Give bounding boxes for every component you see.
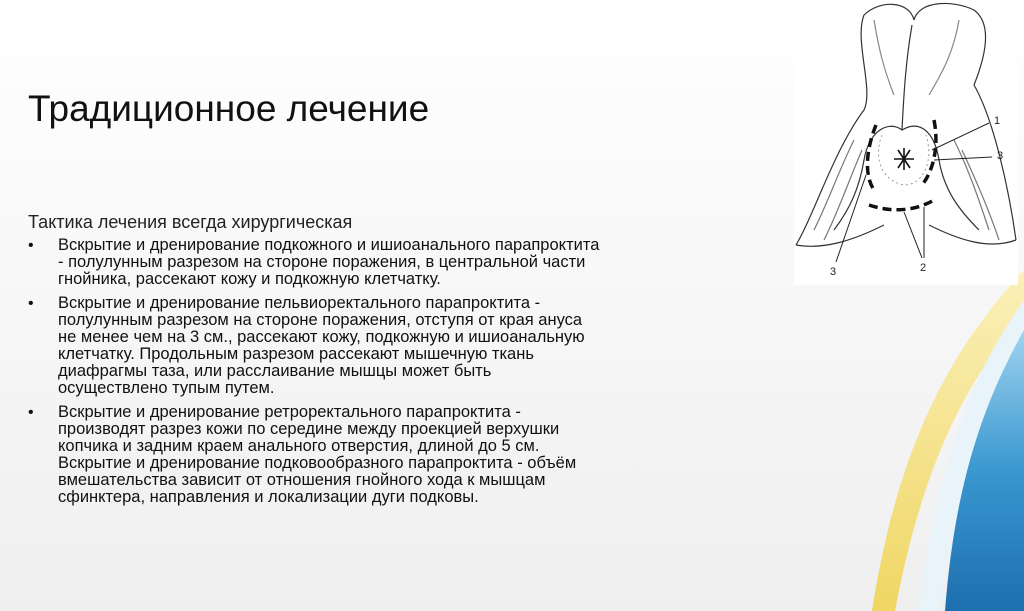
list-item: [28, 237, 603, 288]
bullet-icon: •: [28, 237, 34, 254]
figure-label: 3: [997, 150, 1004, 162]
bullet-icon: •: [28, 404, 34, 421]
bullet-list: [28, 237, 603, 513]
slide-title: Традиционное лечение: [28, 88, 430, 129]
bullet-text: Вскрытие и дренирование ретроректального парапроктита - производят разрез кожи по середине между проекцией верхушки копчика и задним краем анального отверстия, длиной до 5 см.: [58, 403, 560, 455]
anatomy-illustration: [794, 0, 1018, 285]
figure-label: 3: [830, 266, 837, 278]
bullet-icon: •: [28, 295, 34, 312]
slide-subtitle: Тактика лечения всегда хирургическая: [28, 212, 353, 232]
list-item: [28, 295, 603, 397]
list-item: [28, 404, 603, 506]
anus-mark: [894, 148, 914, 170]
figure-label: 2: [920, 262, 927, 274]
bullet-text: Вскрытие и дренирование подкожного и ишиоанального парапроктита - полулунным разрезом на стороне поражения, в центральной части гнойника, рассекают кожу и подкожную клетчатку.: [58, 236, 600, 288]
figure-label: 1: [994, 115, 1001, 127]
perineum-drawing: [794, 0, 1018, 285]
bullet-text: Вскрытие и дренирование подковообразного парапроктита - объём вмешательства зависит от отношения гнойного хода к мышцам сфинктера, направления и локализации дуги подковы.: [58, 454, 577, 506]
incision-lines: [867, 120, 935, 210]
bullet-text: Вскрытие и дренирование пельвиоректального парапроктита - полулунным разрезом на стороне поражения, отступя от края ануса не менее чем на 3 см., рассекают кожу, подкожную и ишиоанальную клетчатку. Продольным разрезом рассекают мышечную ткань диафрагмы таза, или расслаивание мышцы может быть осуществлено тупым путем.: [58, 294, 585, 397]
